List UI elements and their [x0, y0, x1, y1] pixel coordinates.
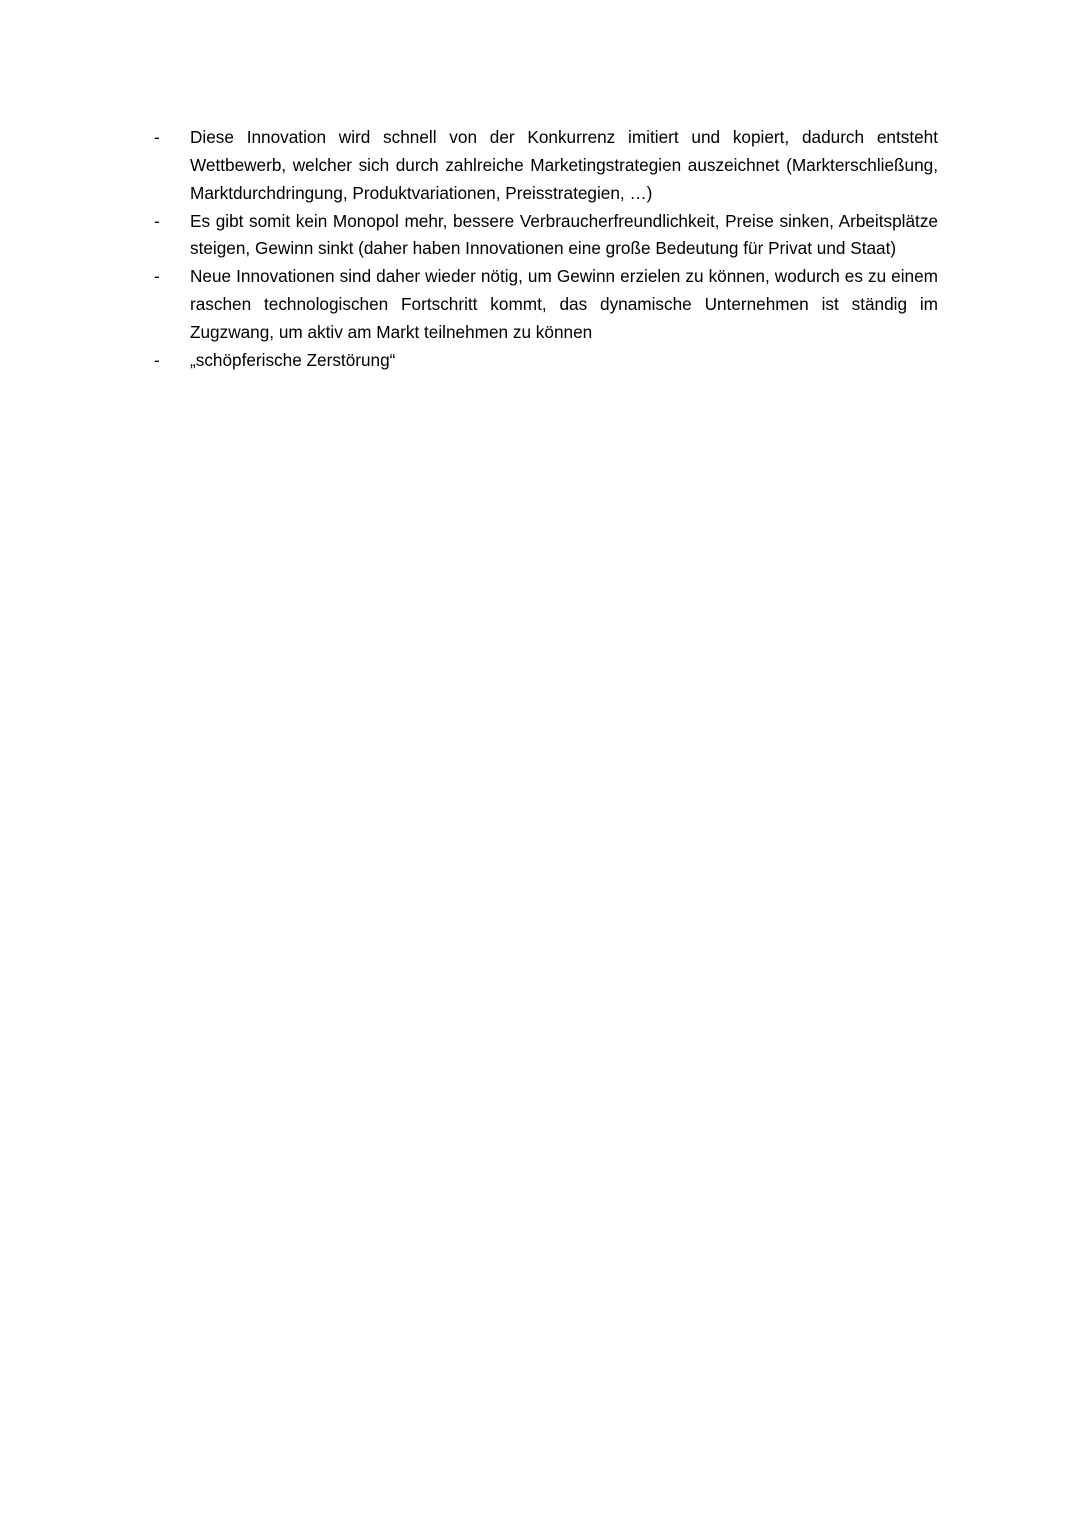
- list-item: [148, 208, 938, 264]
- bullet-dash-icon: -: [154, 127, 160, 147]
- document-body: [148, 124, 938, 375]
- list-item: [148, 263, 938, 347]
- list-item-text: Es gibt somit kein Monopol mehr, bessere Verbraucherfreundlichkeit, Preise sinken, Arbeitsplätze steigen, Gewinn sinkt (daher haben Innovationen eine große Bedeutung für Privat und Staat): [190, 210, 938, 259]
- bullet-dash-icon: -: [154, 349, 160, 370]
- bullet-dash-icon: -: [154, 266, 160, 287]
- list-item-text: „schöpferische Zerstörung“: [190, 349, 396, 370]
- bullet-list: [148, 124, 938, 375]
- bullet-dash-icon: -: [154, 210, 160, 231]
- list-item: [148, 124, 938, 208]
- list-item-text: Neue Innovationen sind daher wieder nötig, um Gewinn erzielen zu können, wodurch es zu einem raschen technologischen Fortschritt kommt, das dynamische Unternehmen ist ständig im Zugzwang, um aktiv am Markt teilnehmen zu können: [190, 266, 938, 343]
- list-item: [148, 347, 938, 375]
- list-item-text: Diese Innovation wird schnell von der Konkurrenz imitiert und kopiert, dadurch entsteht Wettbewerb, welcher sich durch zahlreiche Marketingstrategien auszeichnet (Markterschließung, Marktdurchdringung, Produktvariationen, Preisstrategien, …): [190, 127, 938, 203]
